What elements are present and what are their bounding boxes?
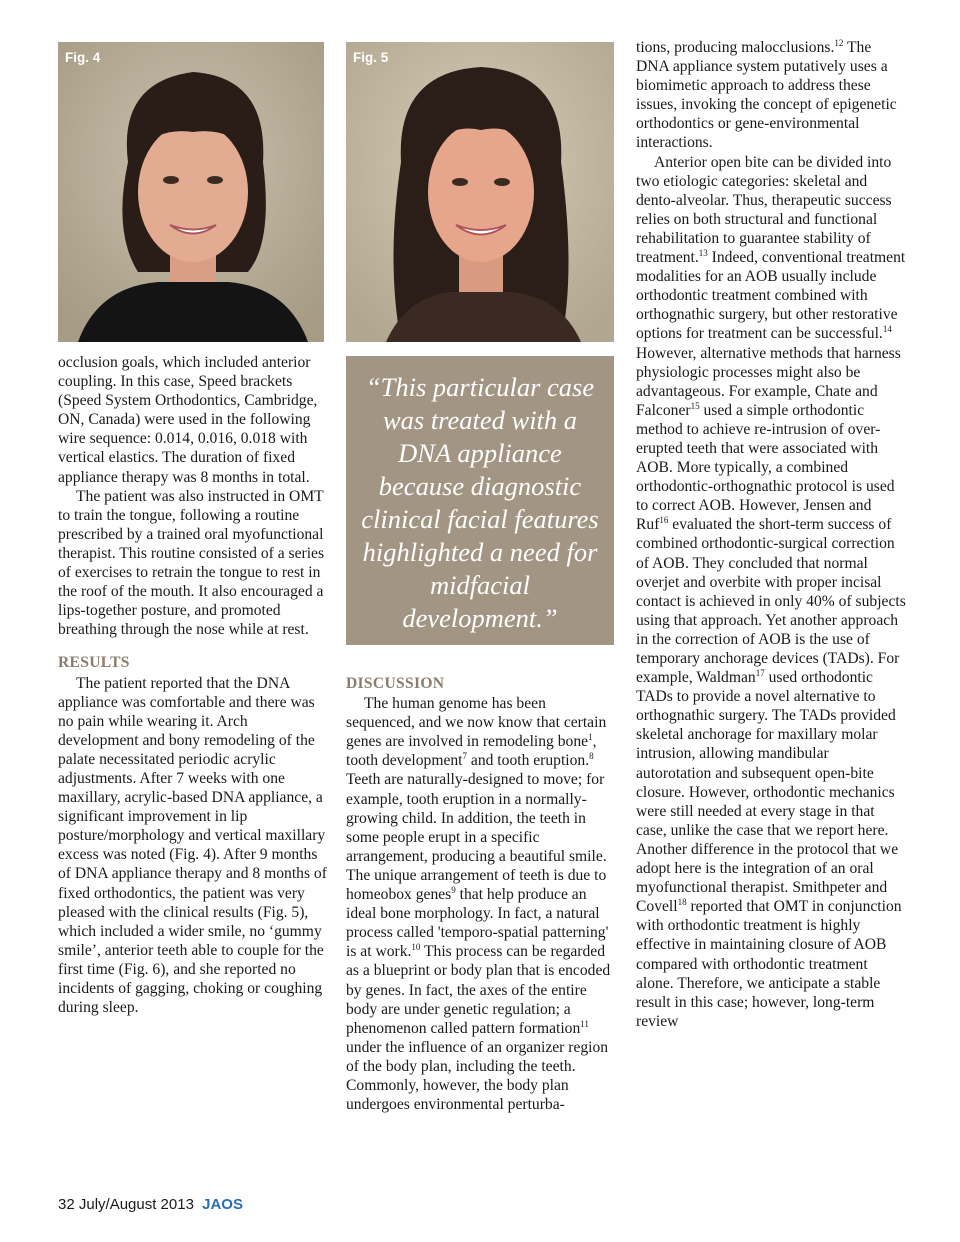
text-run: Indeed, conventional treatment modalities for an AOB usually include orthodontic treatment combined with orthognathic surgery, but other restorative options for treatment can be successful. xyxy=(636,249,906,343)
paragraph xyxy=(346,694,616,1114)
text-run: , tooth development xyxy=(346,733,597,770)
column-middle xyxy=(346,660,616,1114)
figure-4-photo xyxy=(58,42,324,342)
reference-superscript: 7 xyxy=(462,751,467,762)
reference-superscript: 9 xyxy=(451,884,456,895)
journal-name: JAOS xyxy=(202,1196,243,1213)
reference-superscript: 10 xyxy=(411,942,421,953)
figure-label: Fig. 5 xyxy=(353,50,389,65)
paragraph xyxy=(636,38,906,153)
text-run: reported that OMT in conjunction with orthodontic treatment is highly effective in maintaining closure of AOB compared with orthodontic treatment alone. Therefore, we anticipate a stable result in this case; however, long-term review xyxy=(636,898,902,1030)
reference-superscript: 18 xyxy=(677,897,687,908)
reference-superscript: 1 xyxy=(588,732,593,743)
text-run: This process can be regarded as a blueprint or body plan that is encoded by genes. In fact, the axes of the entire body are under genetic regulation; a phenomenon called pattern formation xyxy=(346,943,611,1037)
section-heading-discussion: DISCUSSION xyxy=(346,675,445,692)
text-run: Anterior open bite can be divided into two etiologic categories: skeletal and dento-alveolar. Thus, therapeutic success relies on both structural and functional rehabilitation to guarantee stability of treatment. xyxy=(636,153,892,267)
text-run: tions, producing malocclusions. xyxy=(636,39,835,56)
text-run: used orthodontic TADs to provide a novel alternative to orthognathic surgery. The TADs provided skeletal anchorage for maxillary molar intrusion, allowing mandibular autorotation and subsequent open-bite closure. However, orthodontic mechanics were still needed at every stage in that case, unlike the case that we report here. Another difference in the protocol that we adopt here is the integration of an oral myofunctional therapist. Smithpeter and Covell xyxy=(636,669,899,916)
column-left xyxy=(58,353,328,1017)
text-run: The human genome has been sequenced, and we now know that certain genes are involved in remodeling bone xyxy=(346,695,607,751)
figure-5-photo xyxy=(346,42,614,342)
text-run: Teeth are naturally-designed to move; for example, tooth eruption in a normally-growing child. In addition, the teeth in some people erupt in a specific arrangement, producing a beautiful smile. The unique arrangement of teeth is due to homeobox genes xyxy=(346,771,607,904)
reference-superscript: 12 xyxy=(834,37,844,48)
page-footer xyxy=(58,1196,243,1213)
paragraph: The patient reported that the DNA appliance was comfortable and there was no pain while wearing it. Arch development and bony remodeling of the palate necessitated periodic acrylic adjustments. After 7 weeks with one maxillary, acrylic-based DNA appliance, a significant improvement in lip posture/morphology and vertical maxillary excess was noted (Fig. 4). After 9 months of DNA appliance therapy and 8 months of fixed orthodontics, the patient was very pleased with the clinical results (Fig. 5), which included a wider smile, no ‘gummy smile’, anterior teeth able to couple for the first time (Fig. 6), and she reported no incidents of gagging, choking or coughing during sleep. xyxy=(58,674,327,1017)
paragraph xyxy=(636,153,906,1031)
reference-superscript: 16 xyxy=(659,515,669,526)
reference-superscript: 11 xyxy=(580,1018,589,1029)
portrait-photo-icon xyxy=(58,42,324,342)
text-run: and tooth eruption. xyxy=(467,752,590,770)
pull-quote: “This particular case was treated with a DNA appliance because diagnostic clinical facial features highlighted a need for midfacial development.” xyxy=(346,356,614,645)
text-run: evaluated the short-term success of combined orthodontic-surgical correction of AOB. They concluded that normal overjet and overbite with proper incisal contact is achieved in only 40% of subjects using that approach. Yet another approach in the correction of AOB is the use of temporary anchorage devices (TADs). For example, Waldman xyxy=(636,516,906,687)
text-run: However, alternative methods that harness physiologic processes might also be advantageous. For example, Chate and Falconer xyxy=(636,344,901,419)
paragraph: The patient was also instructed in OMT to train the tongue, following a routine prescribed by a trained oral myofunctional therapist. This routine consisted of a series of exercises to retrain the tongue to rest in the roof of the mouth. It also encouraged a lips-together posture, and promoted breathing through the nose while at rest. xyxy=(58,487,325,639)
page-number-date: 32 July/August 2013 xyxy=(58,1196,194,1213)
paragraph: occlusion goals, which included anterior coupling. In this case, Speed brackets (Speed System Orthodontics, Cambridge, ON, Canada) were used in the following wire sequence: 0.014, 0.016, 0.018 with vertical elastics. The duration of fixed appliance therapy was 8 months in total. xyxy=(58,354,318,486)
column-right xyxy=(636,38,906,1031)
figure-label: Fig. 4 xyxy=(65,50,101,65)
reference-superscript: 15 xyxy=(690,400,700,411)
portrait-photo-icon xyxy=(346,42,614,342)
text-run: The DNA appliance system putatively uses a biomimetic approach to address these issues, invoking the concept of epigenetic orthodontics or gene-environmental interactions. xyxy=(636,39,897,152)
reference-superscript: 13 xyxy=(698,247,708,258)
text-run: that help produce an ideal bone morphology. In fact, a natural process called 'temporo-spatial patterning' is at work. xyxy=(346,886,609,961)
reference-superscript: 17 xyxy=(755,667,765,678)
section-heading-results: RESULTS xyxy=(58,654,130,672)
text-run: under the influence of an organizer region of the body plan, including the teeth. Commonly, however, the body plan undergoes environmental perturba- xyxy=(346,1038,609,1114)
reference-superscript: 14 xyxy=(882,324,892,335)
reference-superscript: 8 xyxy=(589,751,594,762)
text-run: used a simple orthodontic method to achieve re-intrusion of over-erupted teeth that were associated with AOB. More typically, a combined orthodontic-orthognathic protocol is used to correct AOB. However, Jensen and Ruf xyxy=(636,401,895,534)
